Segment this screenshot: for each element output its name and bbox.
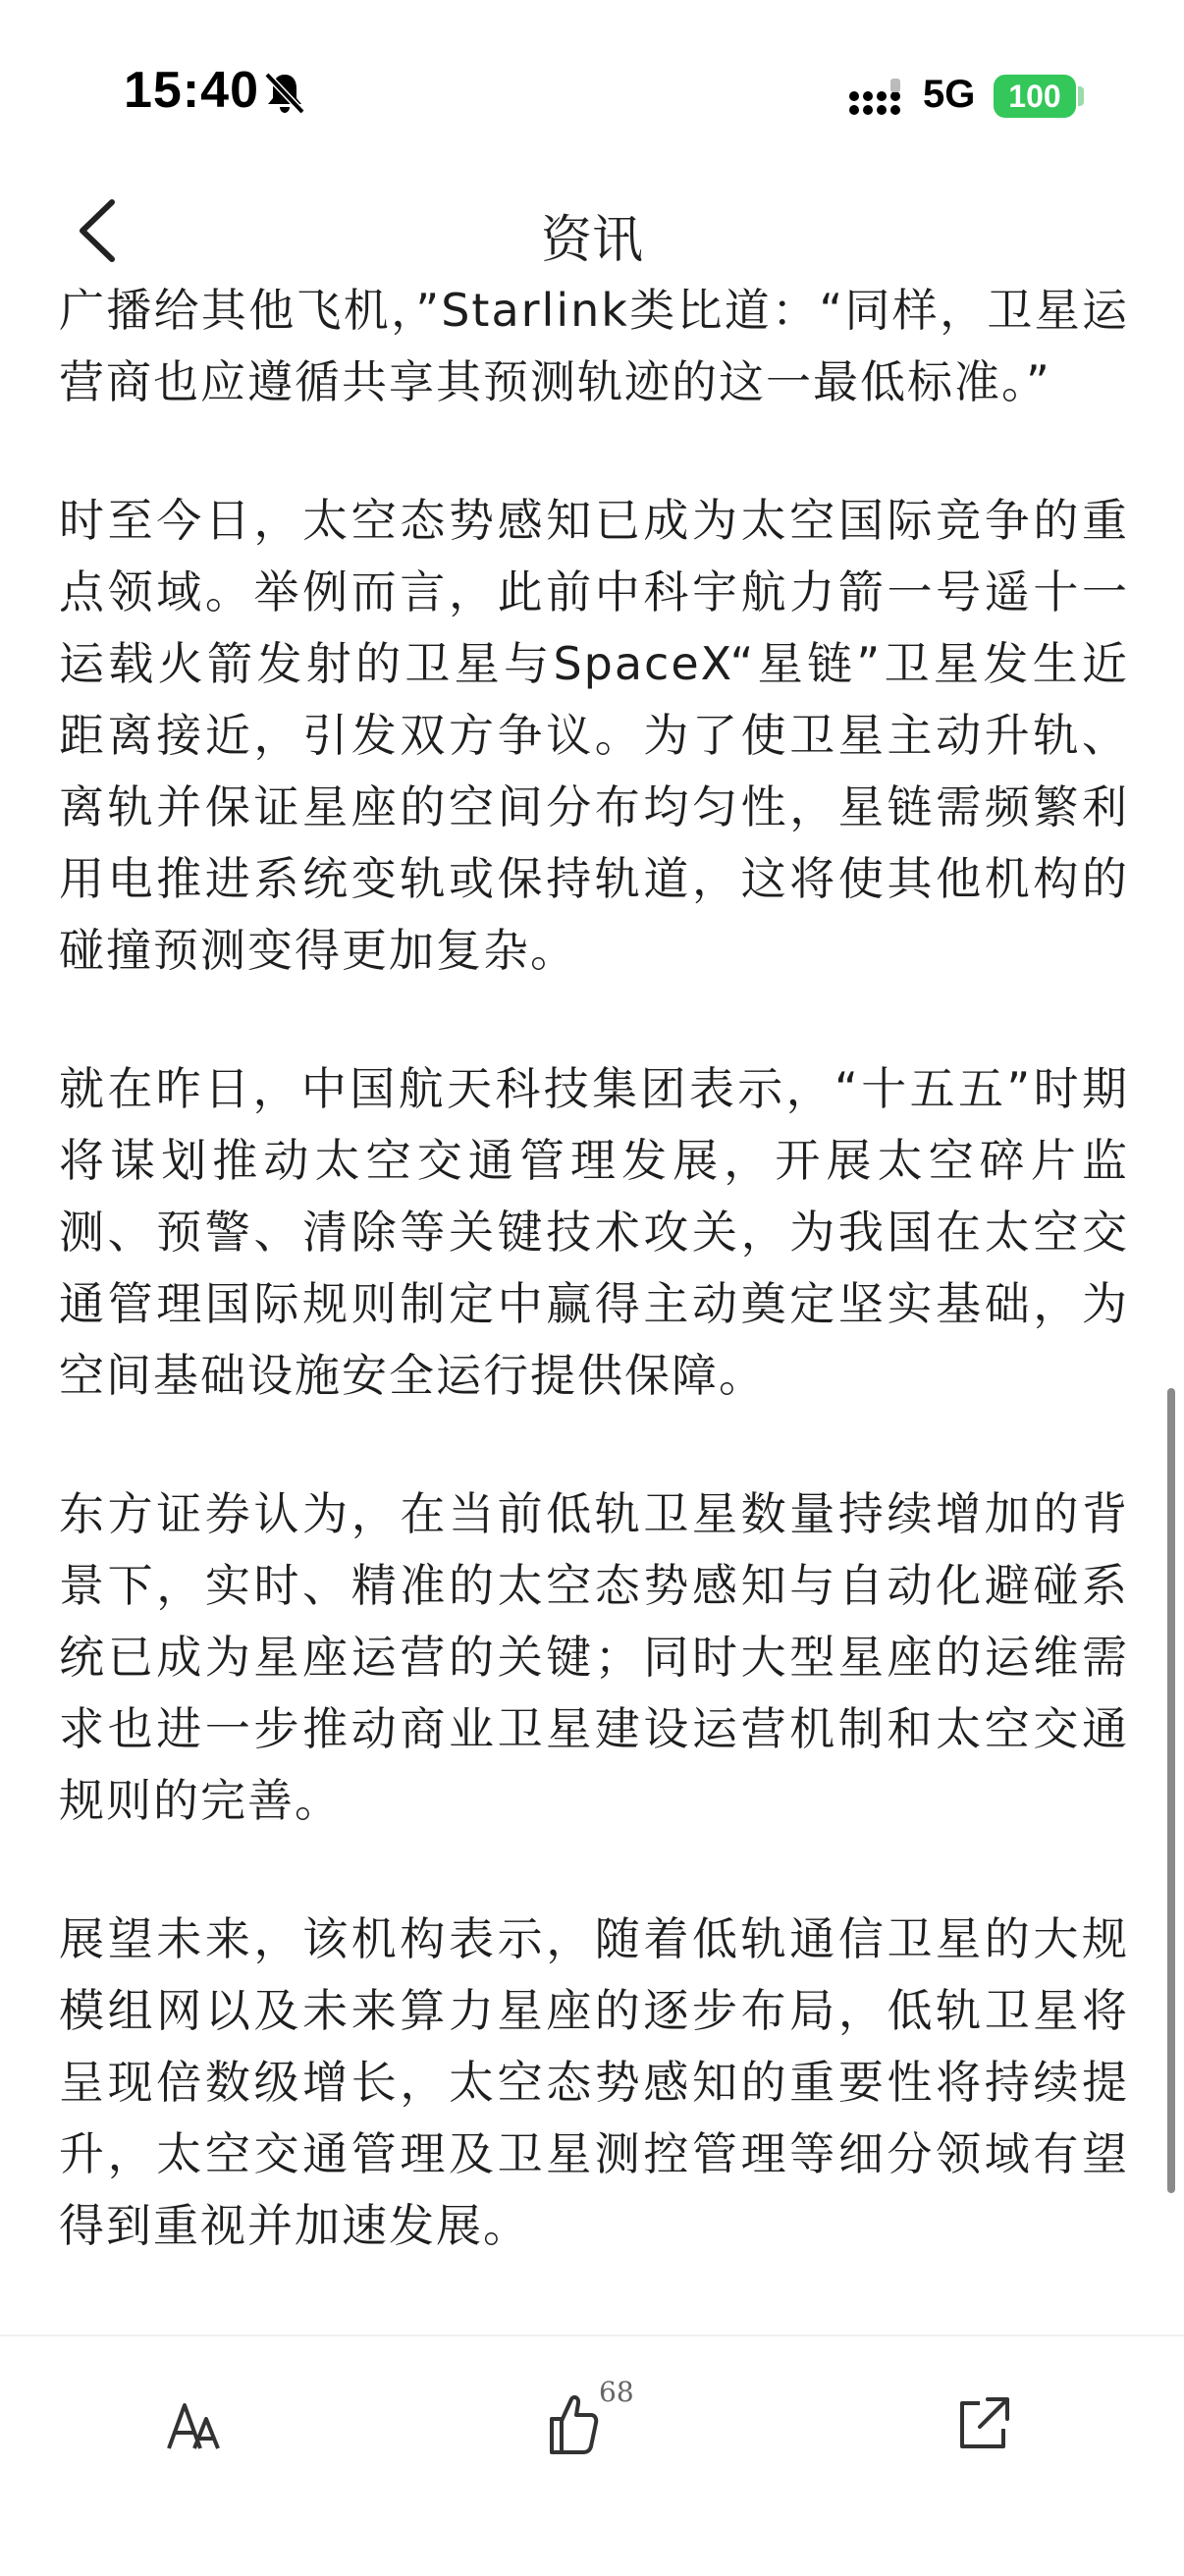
- network-type: 5G: [923, 73, 976, 116]
- article-paragraph: 广播给其他飞机，”Starlink类比道：“同样，卫星运营商也应遵循共享其预测轨迹的这一最低标准。”: [59, 284, 1129, 408]
- font-size-icon: [165, 2384, 224, 2462]
- battery-indicator: 100: [994, 75, 1076, 118]
- article-body: [59, 283, 1129, 2305]
- page-title: 资讯: [540, 211, 643, 270]
- bottom-toolbar: [0, 2334, 1184, 2576]
- status-bar: [0, 0, 1184, 177]
- battery-tip: [1078, 86, 1084, 106]
- thumbs-up-icon: [548, 2384, 599, 2462]
- article-paragraph: 就在昨日，中国航天科技集团表示，“十五五”时期将谋划推动太空交通管理发展，开展太空碎片监测、预警、清除等关键技术攻关，为我国在太空交通管理国际规则制定中赢得主动奠定坚实基础，为空间基础设施安全运行提供保障。: [59, 1062, 1129, 1402]
- signal-icon: [848, 79, 907, 118]
- header: [0, 177, 1184, 285]
- share-icon: [954, 2384, 1013, 2462]
- like-button[interactable]: [548, 2376, 656, 2462]
- article-paragraph: 时至今日，太空态势感知已成为太空国际竞争的重点领域。举例而言，此前中科宇航力箭一号遥十一运载火箭发射的卫星与SpaceX“星链”卫星发生近距离接近，引发双方争议。为了使卫星主动升轨、离轨并保证星座的空间分布均匀性，星链需频繁利用电推进系统变轨或保持轨道，这将使其他机构的碰撞预测变得更加复杂。: [59, 494, 1129, 977]
- status-time: 15:40: [124, 62, 259, 119]
- article-paragraph: 东方证券认为，在当前低轨卫星数量持续增加的背景下，实时、精准的太空态势感知与自动化避碰系统已成为星座运营的关键；同时大型星座的运维需求也进一步推动商业卫星建设运营机制和太空交通规则的完善。: [59, 1487, 1129, 1827]
- bell-off-icon: [263, 71, 306, 116]
- scrollbar[interactable]: [1167, 1388, 1175, 2193]
- article-paragraph: 展望未来，该机构表示，随着低轨通信卫星的大规模组网以及未来算力星座的逐步布局，低轨卫星将呈现倍数级增长，太空态势感知的重要性将持续提升，太空交通管理及卫星测控管理等细分领域有望得到重视并加速发展。: [59, 1912, 1129, 2252]
- share-button[interactable]: [954, 2384, 1013, 2462]
- font-size-button[interactable]: [165, 2384, 224, 2462]
- like-count: 68: [599, 2376, 634, 2408]
